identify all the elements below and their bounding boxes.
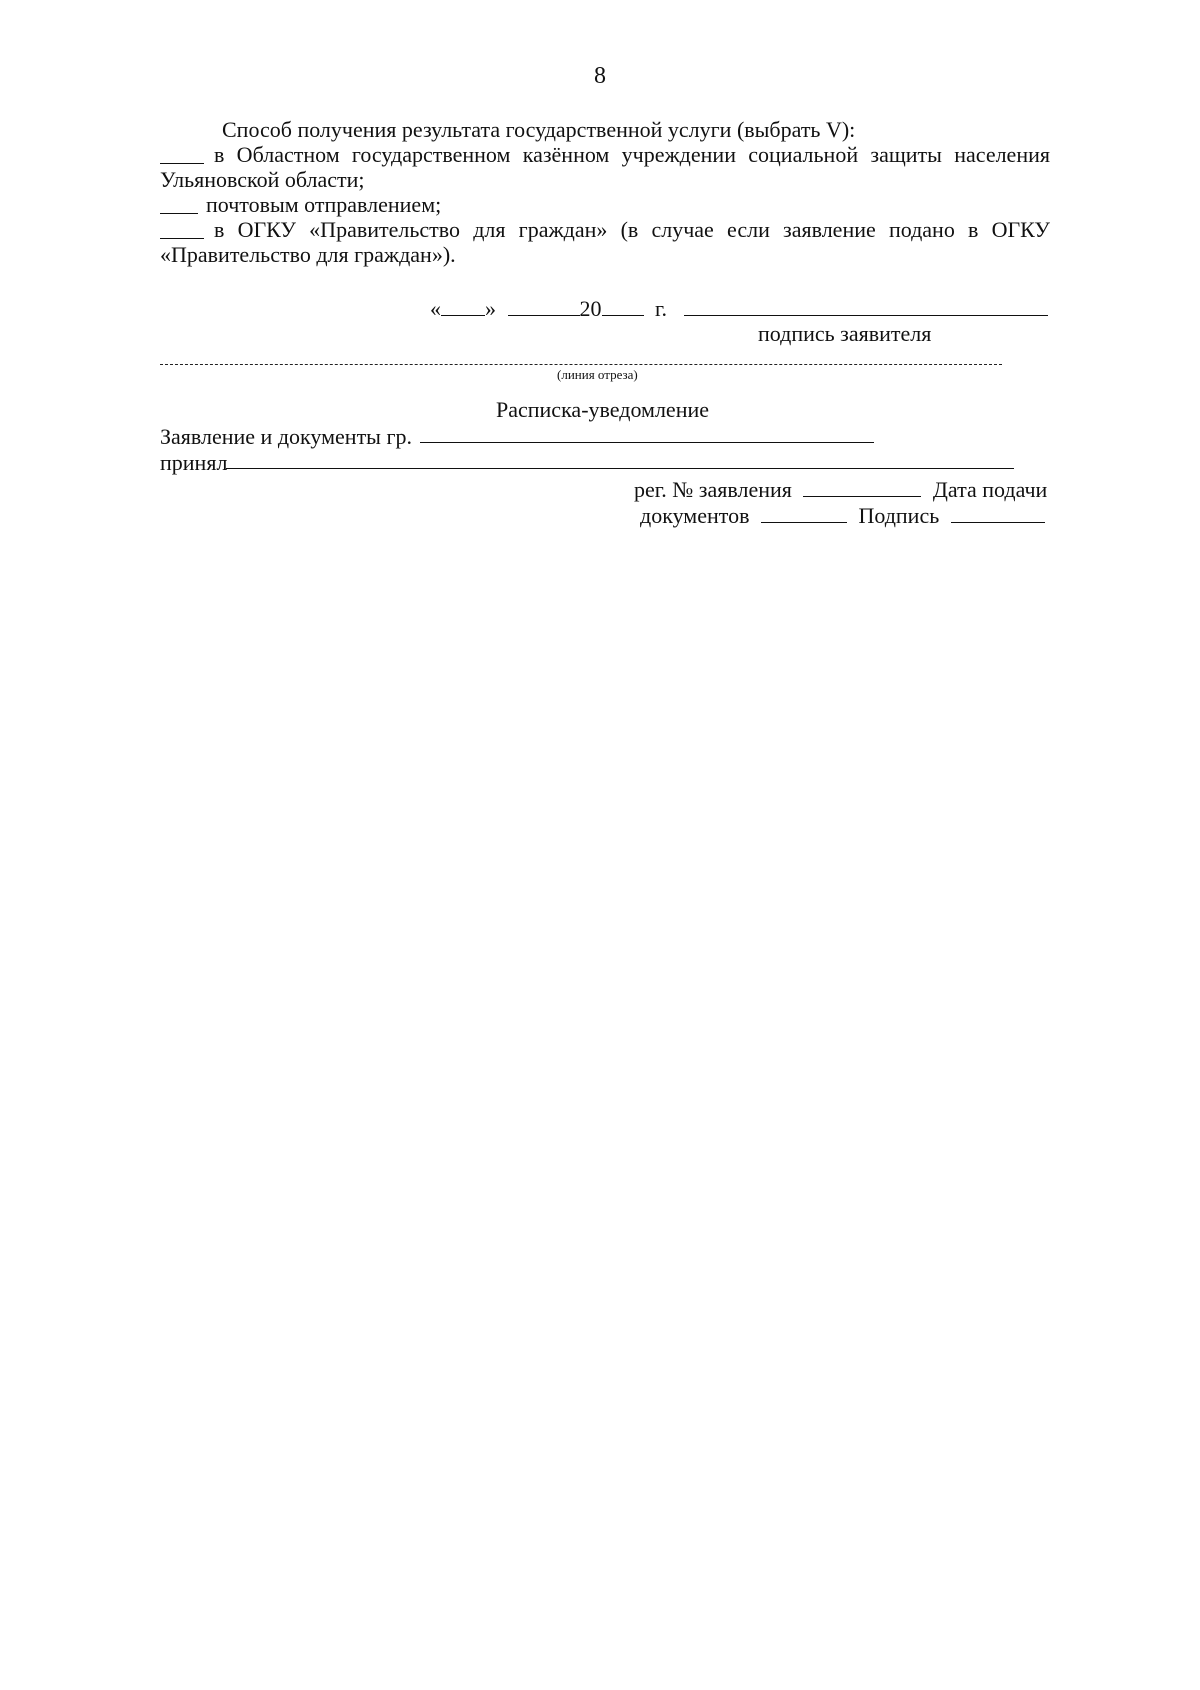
option2-text: почтовым отправлением; [206,192,442,217]
section-heading: Способ получения результата государственной услуги (выбрать V): [222,117,856,142]
documents-label: Заявление и документы гр. [160,424,412,449]
receipt-title: Расписка-уведомление [496,397,710,422]
documents-row [640,500,1045,530]
page-number: 8 [594,63,606,89]
submit-date-label: Дата подачи [932,477,1048,502]
option3-text: в ОГКУ «Правительство для граждан» (в случае если заявление подано в ОГКУ [214,217,1050,242]
cut-line-label: (линия отреза) [557,367,638,382]
accepted-label: принял [160,450,228,475]
accepted-by-line[interactable] [226,468,1014,469]
year-prefix: 20 [579,296,602,321]
option1-text-continued: Ульяновской области; [160,167,365,192]
submit-date-blank[interactable] [761,500,847,523]
receipt-signature-label: Подпись [858,503,940,528]
cut-line [160,364,1002,365]
receipt-signature-blank[interactable] [951,500,1045,523]
applicant-signature-line[interactable] [684,315,1048,316]
citizen-name-line[interactable] [420,442,874,443]
reg-number-label: рег. № заявления [634,477,792,502]
year-blank[interactable] [602,293,644,316]
documents-word: документов [640,503,750,528]
month-blank[interactable] [508,293,580,316]
reg-number-blank[interactable] [803,474,921,497]
option3-text-continued: «Правительство для граждан»). [160,242,456,267]
date-field [430,293,667,323]
day-blank[interactable] [441,293,485,316]
close-quote: » [485,296,496,321]
open-quote: « [430,296,441,321]
signature-caption: подпись заявителя [758,321,932,346]
option1-text: в Областном государственном казённом учреждении социальной защиты населения [214,142,1050,167]
year-suffix: г. [655,296,668,321]
